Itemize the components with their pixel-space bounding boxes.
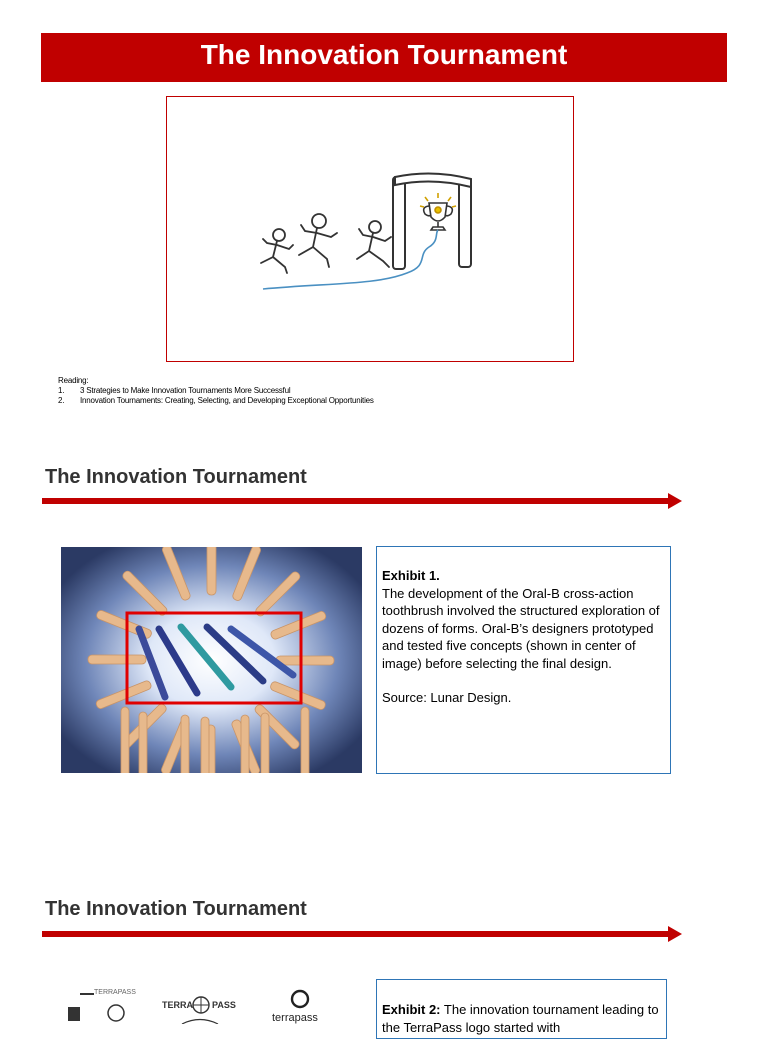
exhibit-text: The development of the Oral-B cross-action toothbrush involved the structured exploration of dozens of forms. Oral-B’s designers prototyped and tested five concepts (shown in center of image) before selecting the final design. [382, 585, 660, 671]
exhibit-source: Source: Lunar Design. [382, 690, 512, 705]
reading-item-text: 3 Strategies to Make Innovation Tournaments More Successful [80, 386, 291, 395]
section-divider-arrow [42, 926, 682, 942]
reading-item-number: 2. [58, 396, 65, 405]
page-banner-title: The Innovation Tournament [41, 33, 727, 82]
reading-item-text: Innovation Tournaments: Creating, Selecting, and Developing Exceptional Opportunities [80, 396, 374, 405]
tournament-illustration [166, 96, 574, 362]
reading-item-number: 1. [58, 386, 65, 395]
exhibit-2-caption [376, 979, 667, 1039]
section-title: The Innovation Tournament [45, 466, 307, 488]
runners-race-to-trophy-illustration [167, 97, 573, 361]
exhibit-1-body [382, 567, 665, 672]
reading-label: Reading: [58, 376, 89, 385]
reading-list [58, 376, 374, 406]
exhibit-label: Exhibit 2: [382, 1002, 441, 1017]
exhibit-text: The innovation tournament leading to the TerraPass logo started with [382, 1002, 659, 1035]
reading-item [58, 386, 374, 396]
logo-concept-a: TERRAPASS [94, 989, 136, 996]
exhibit-label: Exhibit 1. [382, 568, 440, 583]
terrapass-logo-concepts [60, 985, 360, 1024]
section-divider-arrow [42, 493, 682, 509]
toothbrush-prototypes-photo [61, 547, 362, 773]
exhibit-1-caption [376, 546, 671, 774]
section-title: The Innovation Tournament [45, 898, 307, 920]
reading-item [58, 396, 374, 406]
logo-concept-b-left: TERRA [162, 1000, 193, 1010]
exhibit-2-body [382, 1001, 661, 1036]
logo-concept-c: terrapass [272, 1012, 318, 1024]
logo-concept-b-right: PASS [212, 1000, 236, 1010]
